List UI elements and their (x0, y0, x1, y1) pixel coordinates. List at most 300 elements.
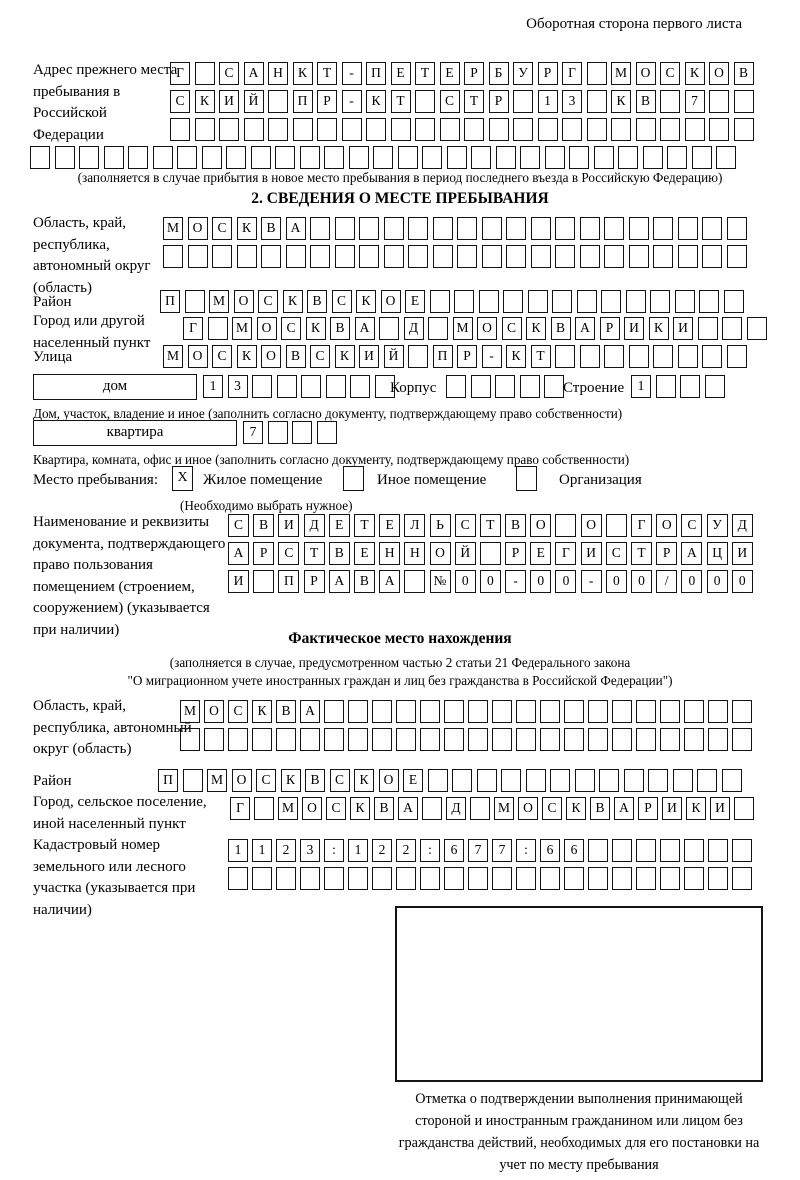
char-cell[interactable]: 2 (372, 839, 392, 862)
char-cell[interactable] (708, 839, 728, 862)
char-cell[interactable] (335, 217, 355, 240)
char-cell[interactable] (501, 769, 521, 792)
char-cell[interactable] (555, 514, 576, 537)
char-cell[interactable] (275, 146, 295, 169)
char-cell[interactable] (349, 146, 369, 169)
char-cell[interactable] (300, 867, 320, 890)
char-cell[interactable]: В (286, 345, 306, 368)
char-cell[interactable] (702, 217, 722, 240)
char-cell[interactable]: Е (403, 769, 423, 792)
char-cell[interactable]: К (354, 769, 374, 792)
char-cell[interactable] (588, 728, 608, 751)
char-cell[interactable] (698, 317, 718, 340)
char-cell[interactable] (667, 146, 687, 169)
char-cell[interactable] (480, 542, 501, 565)
char-cell[interactable]: 7 (685, 90, 705, 113)
char-cell[interactable] (587, 62, 607, 85)
char-cell[interactable] (531, 217, 551, 240)
char-cell[interactable]: К (356, 290, 376, 313)
char-cell[interactable]: С (606, 542, 627, 565)
char-cell[interactable] (612, 700, 632, 723)
char-cell[interactable] (79, 146, 99, 169)
char-cell[interactable]: 0 (530, 570, 551, 593)
char-cell[interactable] (408, 345, 428, 368)
char-cell[interactable]: 2 (396, 839, 416, 862)
char-cell[interactable] (709, 90, 729, 113)
char-cell[interactable]: С (219, 62, 239, 85)
char-cell[interactable] (326, 375, 346, 398)
char-cell[interactable] (396, 728, 416, 751)
char-cell[interactable]: П (293, 90, 313, 113)
char-cell[interactable] (492, 728, 512, 751)
char-cell[interactable] (415, 90, 435, 113)
char-cell[interactable]: С (660, 62, 680, 85)
char-cell[interactable]: О (204, 700, 224, 723)
char-cell[interactable]: А (300, 700, 320, 723)
char-cell[interactable]: Й (455, 542, 476, 565)
char-cell[interactable] (734, 90, 754, 113)
char-cell[interactable]: 1 (348, 839, 368, 862)
char-cell[interactable]: А (379, 570, 400, 593)
char-cell[interactable]: Е (405, 290, 425, 313)
char-cell[interactable] (180, 728, 200, 751)
char-cell[interactable]: № (430, 570, 451, 593)
char-cell[interactable]: П (158, 769, 178, 792)
char-cell[interactable] (366, 118, 386, 141)
char-cell[interactable]: И (228, 570, 249, 593)
char-cell[interactable]: А (681, 542, 702, 565)
char-cell[interactable] (226, 146, 246, 169)
char-cell[interactable]: К (649, 317, 669, 340)
char-cell[interactable] (612, 728, 632, 751)
char-cell[interactable]: О (261, 345, 281, 368)
char-cell[interactable] (650, 290, 670, 313)
char-cell[interactable] (317, 118, 337, 141)
char-cell[interactable] (440, 118, 460, 141)
char-cell[interactable]: 1 (538, 90, 558, 113)
char-cell[interactable] (660, 118, 680, 141)
char-cell[interactable] (293, 118, 313, 141)
char-cell[interactable] (629, 217, 649, 240)
char-cell[interactable]: О (188, 345, 208, 368)
char-cell[interactable]: П (366, 62, 386, 85)
char-cell[interactable] (286, 245, 306, 268)
char-cell[interactable]: Б (489, 62, 509, 85)
char-cell[interactable]: С (330, 769, 350, 792)
char-cell[interactable] (636, 728, 656, 751)
char-cell[interactable]: Т (531, 345, 551, 368)
char-cell[interactable] (433, 217, 453, 240)
char-cell[interactable] (324, 700, 344, 723)
char-cell[interactable] (540, 867, 560, 890)
char-cell[interactable]: О (379, 769, 399, 792)
char-cell[interactable]: О (518, 797, 538, 820)
char-cell[interactable] (604, 217, 624, 240)
char-cell[interactable]: И (278, 514, 299, 537)
char-cell[interactable] (575, 769, 595, 792)
char-cell[interactable]: Л (404, 514, 425, 537)
char-cell[interactable]: О (477, 317, 497, 340)
char-cell[interactable]: К (611, 90, 631, 113)
char-cell[interactable] (252, 375, 272, 398)
char-cell[interactable] (188, 245, 208, 268)
char-cell[interactable] (195, 62, 215, 85)
char-cell[interactable]: К (281, 769, 301, 792)
char-cell[interactable]: 6 (540, 839, 560, 862)
char-cell[interactable] (624, 769, 644, 792)
char-cell[interactable]: С (440, 90, 460, 113)
char-cell[interactable] (300, 728, 320, 751)
char-cell[interactable] (520, 146, 540, 169)
char-cell[interactable] (398, 146, 418, 169)
char-cell[interactable]: М (180, 700, 200, 723)
char-cell[interactable]: В (305, 769, 325, 792)
char-cell[interactable] (379, 317, 399, 340)
char-cell[interactable] (204, 728, 224, 751)
char-cell[interactable] (420, 700, 440, 723)
char-cell[interactable] (611, 118, 631, 141)
char-cell[interactable] (444, 867, 464, 890)
char-cell[interactable] (372, 728, 392, 751)
char-cell[interactable] (359, 245, 379, 268)
char-cell[interactable] (580, 245, 600, 268)
char-cell[interactable] (350, 375, 370, 398)
char-cell[interactable] (513, 90, 533, 113)
char-cell[interactable] (372, 867, 392, 890)
char-cell[interactable] (727, 245, 747, 268)
char-cell[interactable]: С (258, 290, 278, 313)
char-cell[interactable]: Ь (430, 514, 451, 537)
char-cell[interactable]: - (342, 62, 362, 85)
char-cell[interactable]: 0 (606, 570, 627, 593)
char-cell[interactable]: В (354, 570, 375, 593)
char-cell[interactable] (342, 118, 362, 141)
char-cell[interactable] (562, 118, 582, 141)
char-cell[interactable] (492, 867, 512, 890)
char-cell[interactable]: Т (304, 542, 325, 565)
char-cell[interactable] (680, 375, 700, 398)
char-cell[interactable] (727, 345, 747, 368)
char-cell[interactable] (446, 375, 466, 398)
char-cell[interactable]: К (685, 62, 705, 85)
char-cell[interactable] (428, 317, 448, 340)
char-cell[interactable]: К (350, 797, 370, 820)
char-cell[interactable]: С (455, 514, 476, 537)
char-cell[interactable]: 6 (444, 839, 464, 862)
char-cell[interactable] (228, 867, 248, 890)
char-cell[interactable]: М (278, 797, 298, 820)
char-cell[interactable]: С (278, 542, 299, 565)
char-cell[interactable] (471, 375, 491, 398)
char-cell[interactable] (587, 118, 607, 141)
char-cell[interactable] (580, 217, 600, 240)
char-cell[interactable]: Р (638, 797, 658, 820)
char-cell[interactable]: Р (457, 345, 477, 368)
char-cell[interactable] (636, 118, 656, 141)
char-cell[interactable] (516, 728, 536, 751)
char-cell[interactable] (653, 345, 673, 368)
char-cell[interactable]: Т (480, 514, 501, 537)
char-cell[interactable]: - (505, 570, 526, 593)
char-cell[interactable] (673, 769, 693, 792)
char-cell[interactable] (708, 700, 728, 723)
char-cell[interactable] (183, 769, 203, 792)
char-cell[interactable]: С (228, 514, 249, 537)
char-cell[interactable] (540, 728, 560, 751)
char-cell[interactable] (601, 290, 621, 313)
char-cell[interactable] (268, 118, 288, 141)
char-cell[interactable] (732, 839, 752, 862)
char-cell[interactable] (636, 867, 656, 890)
char-cell[interactable] (685, 118, 705, 141)
char-cell[interactable] (208, 317, 228, 340)
char-cell[interactable] (528, 290, 548, 313)
char-cell[interactable]: К (526, 317, 546, 340)
char-cell[interactable] (252, 867, 272, 890)
char-cell[interactable] (538, 118, 558, 141)
char-cell[interactable] (251, 146, 271, 169)
char-cell[interactable]: 1 (228, 839, 248, 862)
char-cell[interactable] (636, 700, 656, 723)
char-cell[interactable] (643, 146, 663, 169)
char-cell[interactable]: О (636, 62, 656, 85)
char-cell[interactable]: А (575, 317, 595, 340)
char-cell[interactable]: С (326, 797, 346, 820)
char-cell[interactable]: В (374, 797, 394, 820)
char-cell[interactable] (520, 375, 540, 398)
char-cell[interactable]: С (502, 317, 522, 340)
char-cell[interactable]: К (506, 345, 526, 368)
char-cell[interactable] (471, 146, 491, 169)
char-cell[interactable] (678, 345, 698, 368)
char-cell[interactable] (348, 700, 368, 723)
char-cell[interactable]: Н (268, 62, 288, 85)
char-cell[interactable] (464, 118, 484, 141)
char-cell[interactable] (734, 118, 754, 141)
char-cell[interactable] (261, 245, 281, 268)
char-cell[interactable] (587, 90, 607, 113)
char-cell[interactable]: К (252, 700, 272, 723)
char-cell[interactable] (163, 245, 183, 268)
char-cell[interactable]: О (257, 317, 277, 340)
char-cell[interactable]: - (342, 90, 362, 113)
char-cell[interactable]: С (681, 514, 702, 537)
char-cell[interactable]: О (709, 62, 729, 85)
char-cell[interactable]: 0 (732, 570, 753, 593)
char-cell[interactable]: 6 (564, 839, 584, 862)
char-cell[interactable]: О (581, 514, 602, 537)
char-cell[interactable] (447, 146, 467, 169)
char-cell[interactable]: А (329, 570, 350, 593)
char-cell[interactable]: И (673, 317, 693, 340)
char-cell[interactable]: Ц (707, 542, 728, 565)
char-cell[interactable] (324, 146, 344, 169)
char-cell[interactable]: С (310, 345, 330, 368)
char-cell[interactable] (555, 245, 575, 268)
char-cell[interactable]: В (590, 797, 610, 820)
char-cell[interactable] (252, 728, 272, 751)
char-cell[interactable]: М (611, 62, 631, 85)
char-cell[interactable]: 1 (252, 839, 272, 862)
char-cell[interactable]: 0 (631, 570, 652, 593)
char-cell[interactable] (544, 375, 564, 398)
char-cell[interactable]: Г (631, 514, 652, 537)
char-cell[interactable] (732, 867, 752, 890)
char-cell[interactable]: : (324, 839, 344, 862)
char-cell[interactable]: А (614, 797, 634, 820)
char-cell[interactable] (660, 90, 680, 113)
char-cell[interactable] (470, 797, 490, 820)
char-cell[interactable]: С (332, 290, 352, 313)
char-cell[interactable]: О (530, 514, 551, 537)
char-cell[interactable] (531, 245, 551, 268)
char-cell[interactable]: 0 (455, 570, 476, 593)
char-cell[interactable]: Д (304, 514, 325, 537)
char-cell[interactable]: К (195, 90, 215, 113)
char-cell[interactable]: А (228, 542, 249, 565)
char-cell[interactable]: В (734, 62, 754, 85)
char-cell[interactable] (348, 867, 368, 890)
char-cell[interactable]: К (237, 345, 257, 368)
char-cell[interactable]: О (232, 769, 252, 792)
char-cell[interactable] (254, 797, 274, 820)
char-cell[interactable]: Д (732, 514, 753, 537)
char-cell[interactable] (653, 245, 673, 268)
char-cell[interactable]: С (212, 217, 232, 240)
char-cell[interactable] (569, 146, 589, 169)
char-cell[interactable]: 3 (300, 839, 320, 862)
char-cell[interactable]: С (212, 345, 232, 368)
char-cell[interactable] (372, 700, 392, 723)
char-cell[interactable] (705, 375, 725, 398)
char-cell[interactable]: Д (404, 317, 424, 340)
char-cell[interactable] (384, 245, 404, 268)
char-cell[interactable] (468, 700, 488, 723)
char-cell[interactable]: О (656, 514, 677, 537)
char-cell[interactable]: М (163, 217, 183, 240)
char-cell[interactable] (526, 769, 546, 792)
char-cell[interactable] (391, 118, 411, 141)
char-cell[interactable]: В (329, 542, 350, 565)
char-cell[interactable] (301, 375, 321, 398)
char-cell[interactable] (479, 290, 499, 313)
char-cell[interactable]: Г (562, 62, 582, 85)
char-cell[interactable]: 3 (562, 90, 582, 113)
char-cell[interactable] (708, 867, 728, 890)
char-cell[interactable] (153, 146, 173, 169)
stay-type-residential-checkbox[interactable]: X (172, 466, 193, 491)
char-cell[interactable] (373, 146, 393, 169)
char-cell[interactable]: С (542, 797, 562, 820)
char-cell[interactable]: 0 (480, 570, 501, 593)
char-cell[interactable] (604, 345, 624, 368)
char-cell[interactable] (177, 146, 197, 169)
char-cell[interactable] (422, 797, 442, 820)
char-cell[interactable] (708, 728, 728, 751)
char-cell[interactable]: В (276, 700, 296, 723)
char-cell[interactable] (324, 867, 344, 890)
char-cell[interactable]: Е (440, 62, 460, 85)
char-cell[interactable] (540, 700, 560, 723)
char-cell[interactable] (324, 728, 344, 751)
char-cell[interactable]: А (398, 797, 418, 820)
char-cell[interactable]: К (335, 345, 355, 368)
char-cell[interactable]: К (237, 217, 257, 240)
char-cell[interactable] (660, 728, 680, 751)
char-cell[interactable]: Е (530, 542, 551, 565)
char-cell[interactable] (430, 290, 450, 313)
char-cell[interactable] (408, 245, 428, 268)
char-cell[interactable]: : (516, 839, 536, 862)
char-cell[interactable]: : (420, 839, 440, 862)
char-cell[interactable] (454, 290, 474, 313)
char-cell[interactable] (268, 421, 288, 444)
char-cell[interactable] (552, 290, 572, 313)
char-cell[interactable] (452, 769, 472, 792)
char-cell[interactable]: - (482, 345, 502, 368)
char-cell[interactable] (495, 375, 515, 398)
char-cell[interactable]: И (624, 317, 644, 340)
char-cell[interactable] (468, 867, 488, 890)
char-cell[interactable] (678, 245, 698, 268)
char-cell[interactable] (276, 728, 296, 751)
char-cell[interactable] (55, 146, 75, 169)
char-cell[interactable] (489, 118, 509, 141)
char-cell[interactable]: О (430, 542, 451, 565)
char-cell[interactable] (228, 728, 248, 751)
char-cell[interactable]: М (453, 317, 473, 340)
char-cell[interactable] (550, 769, 570, 792)
char-cell[interactable]: Е (391, 62, 411, 85)
char-cell[interactable]: М (163, 345, 183, 368)
char-cell[interactable] (503, 290, 523, 313)
char-cell[interactable]: К (686, 797, 706, 820)
char-cell[interactable] (612, 867, 632, 890)
char-cell[interactable] (612, 839, 632, 862)
char-cell[interactable]: 3 (228, 375, 248, 398)
char-cell[interactable] (564, 728, 584, 751)
char-cell[interactable] (420, 867, 440, 890)
char-cell[interactable]: Н (404, 542, 425, 565)
char-cell[interactable] (732, 700, 752, 723)
char-cell[interactable] (237, 245, 257, 268)
char-cell[interactable]: Й (244, 90, 264, 113)
char-cell[interactable]: Е (329, 514, 350, 537)
char-cell[interactable] (185, 290, 205, 313)
char-cell[interactable] (606, 514, 627, 537)
char-cell[interactable]: Г (170, 62, 190, 85)
char-cell[interactable]: О (302, 797, 322, 820)
char-cell[interactable] (629, 245, 649, 268)
char-cell[interactable] (684, 867, 704, 890)
char-cell[interactable] (660, 867, 680, 890)
char-cell[interactable] (702, 345, 722, 368)
char-cell[interactable]: М (494, 797, 514, 820)
char-cell[interactable]: С (281, 317, 301, 340)
char-cell[interactable] (170, 118, 190, 141)
char-cell[interactable]: А (286, 217, 306, 240)
char-cell[interactable]: И (732, 542, 753, 565)
char-cell[interactable]: Т (464, 90, 484, 113)
char-cell[interactable] (618, 146, 638, 169)
char-cell[interactable] (722, 769, 742, 792)
char-cell[interactable]: Р (538, 62, 558, 85)
char-cell[interactable]: П (160, 290, 180, 313)
char-cell[interactable]: Р (489, 90, 509, 113)
char-cell[interactable]: / (656, 570, 677, 593)
char-cell[interactable]: Т (391, 90, 411, 113)
char-cell[interactable] (202, 146, 222, 169)
